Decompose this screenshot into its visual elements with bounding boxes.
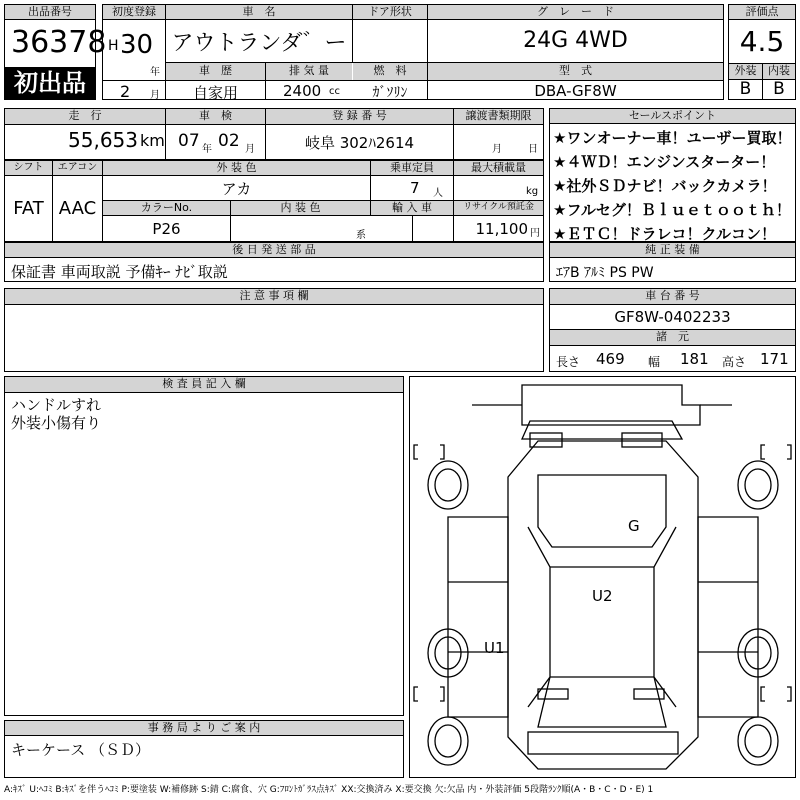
length-label: 長さ bbox=[556, 355, 581, 369]
width-label: 幅 bbox=[648, 355, 661, 369]
load-label: 最大積載量 bbox=[454, 161, 543, 176]
lot-number: 36378 bbox=[11, 25, 107, 60]
mileage: 55,653 bbox=[68, 128, 138, 152]
month-unit: 月 bbox=[150, 90, 160, 101]
int-score: B bbox=[773, 79, 785, 99]
car-outline bbox=[410, 377, 795, 777]
office-label: 事 務 局 よ り ご 案 内 bbox=[5, 721, 403, 736]
damage-mark: U2 bbox=[592, 587, 613, 605]
capacity-unit: 人 bbox=[433, 188, 443, 199]
model-code: DBA-GF8W bbox=[534, 82, 617, 100]
sales-point: ★ワンオーナー車！ユーザー買取！ bbox=[553, 129, 792, 147]
sales-label: セールスポイント bbox=[550, 109, 795, 124]
parts-text: 保証書 車両取説 予備ｷｰ ﾅﾋﾞ取説 bbox=[11, 263, 228, 281]
history: 自家用 bbox=[192, 84, 238, 102]
transfer-label: 譲渡書類期限 bbox=[454, 109, 543, 125]
reg-year: 30 bbox=[120, 30, 154, 60]
reg-month: 2 bbox=[120, 82, 131, 101]
recycle-fee: 11,100 bbox=[475, 220, 528, 238]
sales-point: ★フルセグ！Ｂｌｕｅｔｏｏｔｈ！ bbox=[553, 201, 791, 219]
chassis-label: 車 台 番 号 bbox=[550, 289, 795, 305]
disp-label: 排 気 量 bbox=[266, 63, 352, 80]
capacity-label: 乗車定員 bbox=[371, 161, 453, 176]
inspector-box bbox=[4, 376, 404, 716]
office-text: キーケース （ＳＤ） bbox=[11, 741, 151, 759]
car-name: アウトランダ゛ー bbox=[171, 31, 347, 56]
damage-mark: G bbox=[628, 517, 640, 535]
aircon: AAC bbox=[58, 198, 97, 219]
ext-score: B bbox=[739, 79, 752, 99]
height-label: 高さ bbox=[722, 355, 747, 369]
era: H bbox=[108, 38, 119, 54]
inspector-note: 外装小傷有り bbox=[11, 414, 102, 432]
score-label: 評価点 bbox=[729, 5, 795, 20]
history-label: 車 歴 bbox=[166, 63, 265, 80]
name-label: 車 名 bbox=[166, 5, 352, 20]
legend: A:ｷｽﾞ U:ﾍｺﾐ B:ｷｽﾞを伴うﾍｺﾐ P:要塗装 W:補修跡 S:錆 C:腐食、穴 G:ﾌﾛﾝﾄｶﾞﾗｽ点ｷｽﾞ XX:交換済み X:要交換 欠:欠品 内・外装評価 5段階ﾗﾝｸ順(A・B・C・D・E) 1 bbox=[4, 785, 654, 795]
model-label: 型 式 bbox=[428, 63, 723, 80]
equipment-box bbox=[549, 242, 796, 282]
score-box bbox=[728, 4, 796, 100]
fuel-label: 燃 料 bbox=[353, 63, 427, 80]
mileage-unit: km bbox=[140, 131, 165, 150]
height: 171 bbox=[760, 350, 789, 368]
first-listing-badge: 初出品 bbox=[5, 67, 95, 99]
inspection-label: 車 検 bbox=[166, 109, 265, 125]
parts-box bbox=[4, 242, 544, 282]
displacement: 2400 bbox=[283, 82, 322, 100]
plate-label: 登 録 番 号 bbox=[266, 109, 453, 125]
parts-label: 後 日 発 送 部 品 bbox=[5, 243, 543, 258]
inspector-note: ハンドルすれ bbox=[11, 396, 102, 414]
damage-mark: U1 bbox=[484, 639, 505, 657]
interior-unit: 系 bbox=[356, 230, 366, 241]
ac-label: エアコン bbox=[53, 161, 102, 176]
sales-points-box bbox=[549, 108, 796, 242]
caution-box bbox=[4, 288, 544, 372]
lot-label: 出品番号 bbox=[5, 5, 95, 20]
equip-label: 純 正 装 備 bbox=[550, 243, 795, 258]
insp-year: 07 bbox=[178, 131, 200, 151]
insp-year-unit: 年 bbox=[202, 144, 212, 155]
reg-label: 初度登録 bbox=[103, 5, 165, 20]
width: 181 bbox=[680, 350, 709, 368]
insp-month: 02 bbox=[218, 131, 240, 151]
disp-unit: cc bbox=[329, 86, 340, 97]
plate-number: 岐阜 302ﾊ2614 bbox=[304, 134, 415, 152]
door-label: ドア形状 bbox=[353, 5, 427, 20]
ext-label: 外装 bbox=[729, 64, 762, 80]
year-unit: 年 bbox=[150, 67, 160, 78]
office-box bbox=[4, 720, 404, 778]
import-label: 輸 入 車 bbox=[371, 201, 453, 216]
sales-point: ★４ＷＤ！エンジンスターター！ bbox=[553, 153, 776, 171]
chassis-number: GF8W-0402233 bbox=[614, 308, 731, 326]
color-label: 外 装 色 bbox=[103, 161, 370, 176]
transfer-month-unit: 月 bbox=[492, 144, 502, 155]
recycle-unit: 円 bbox=[530, 228, 540, 239]
dims-label: 諸 元 bbox=[550, 330, 795, 346]
recycle-label: リサイクル預託金 bbox=[454, 201, 543, 216]
transfer-day-unit: 日 bbox=[528, 144, 538, 155]
sales-point: ★社外ＳＤナビ！バックカメラ！ bbox=[553, 177, 777, 195]
shift: FAT bbox=[13, 198, 44, 219]
inspector-label: 検 査 員 記 入 欄 bbox=[5, 377, 403, 393]
grade-label: グ レ ー ド bbox=[428, 5, 723, 20]
int-label: 内装 bbox=[763, 64, 795, 80]
capacity: 7 bbox=[410, 179, 420, 197]
insp-month-unit: 月 bbox=[245, 144, 255, 155]
chassis-box bbox=[549, 288, 796, 372]
shift-label: シフト bbox=[5, 161, 52, 176]
lot-box bbox=[4, 4, 107, 100]
fuel: ｶﾞｿﾘﾝ bbox=[372, 85, 408, 101]
load-unit: kg bbox=[526, 186, 539, 197]
grade: 24G 4WD bbox=[523, 28, 628, 53]
color-no: P26 bbox=[152, 220, 181, 238]
sales-point: ★ＥＴＣ！ドラレコ！クルコン！ bbox=[553, 225, 776, 243]
interior-label: 内 装 色 bbox=[231, 201, 370, 216]
mileage-label: 走 行 bbox=[5, 109, 165, 125]
score: 4.5 bbox=[739, 25, 785, 58]
color-no-label: カラーNo. bbox=[103, 201, 230, 216]
length: 469 bbox=[596, 350, 625, 368]
car-diagram bbox=[409, 376, 796, 778]
equip-text: ｴｱB ｱﾙﾐ PS PW bbox=[556, 265, 654, 281]
body-color: アカ bbox=[221, 180, 252, 198]
caution-label: 注 意 事 項 欄 bbox=[5, 289, 543, 305]
